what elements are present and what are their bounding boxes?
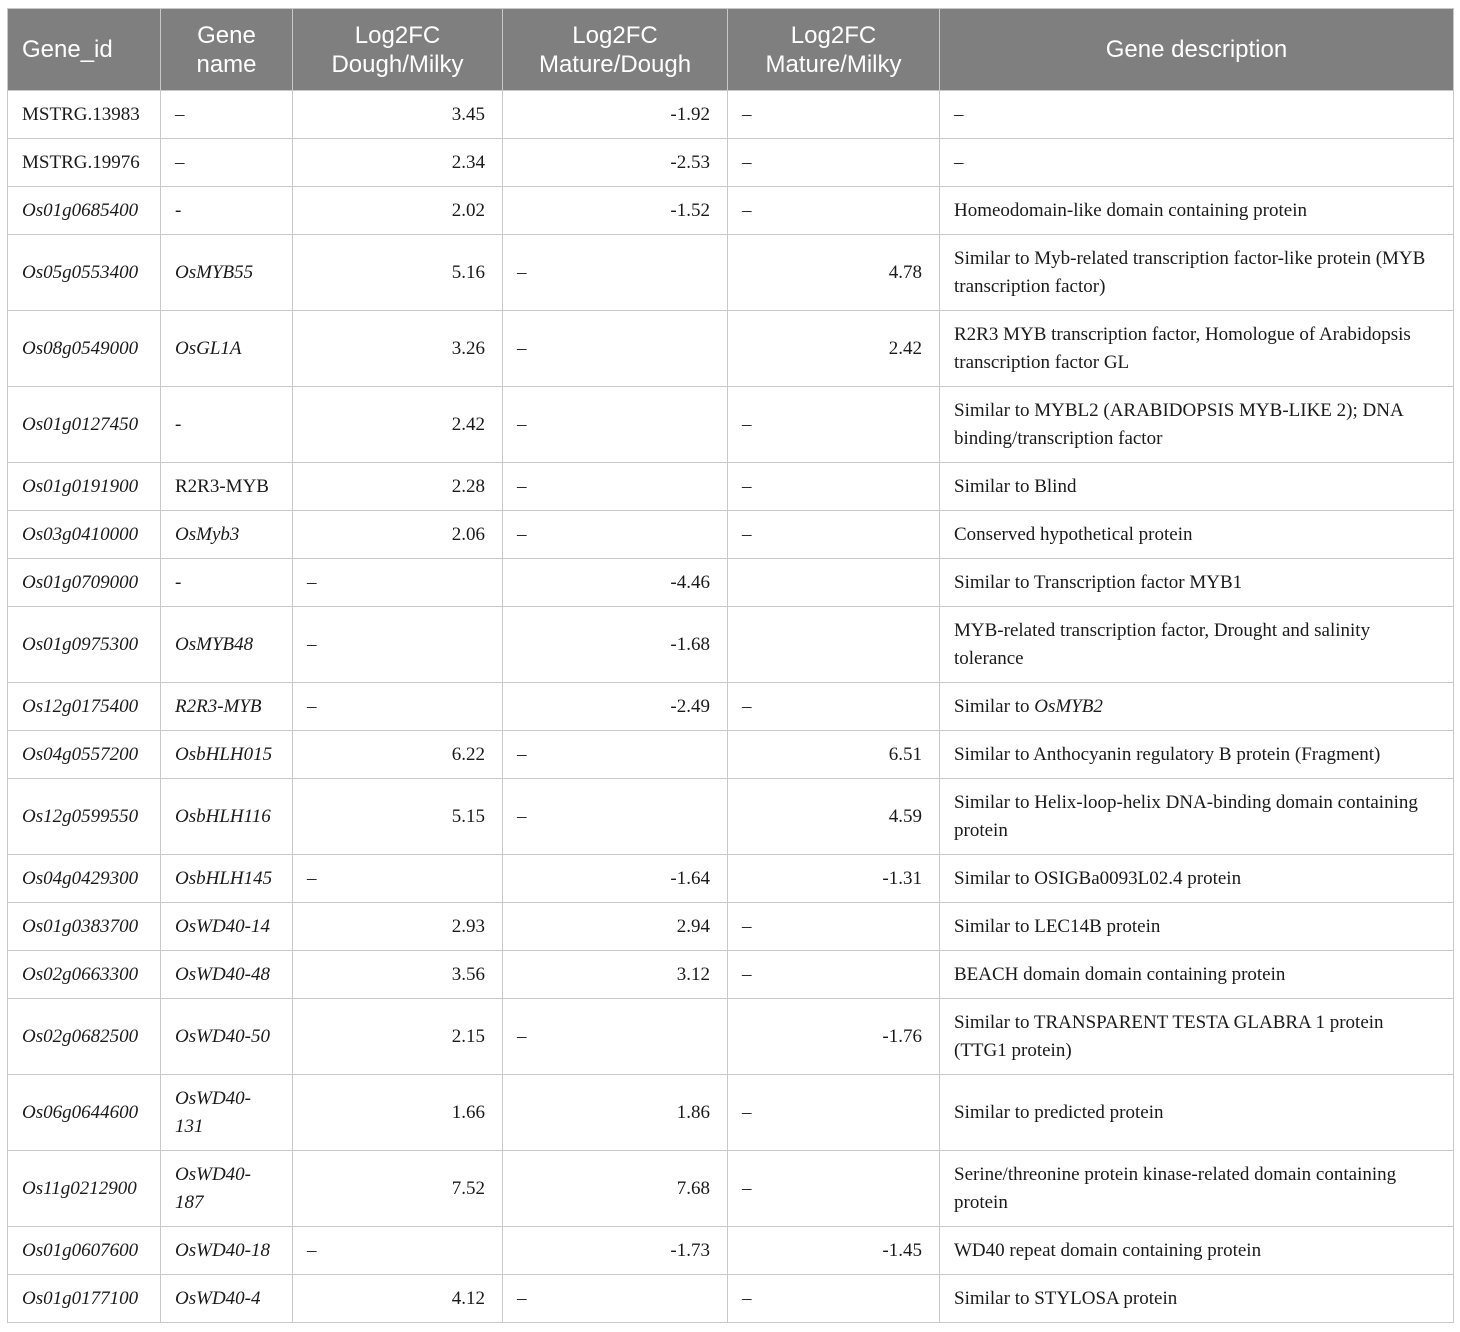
cell-gene-description: –	[940, 91, 1454, 139]
cell-gene-description: Similar to LEC14B protein	[940, 903, 1454, 951]
cell-log2fc-dough-milky: 5.15	[293, 779, 503, 855]
cell-gene-id: Os12g0599550	[8, 779, 161, 855]
table-row	[8, 1275, 1454, 1323]
cell-gene-name: OsMyb3	[161, 511, 293, 559]
cell-gene-name: OsWD40-50	[161, 999, 293, 1075]
header-gene-description: Gene description	[940, 9, 1454, 91]
cell-gene-id: Os01g0383700	[8, 903, 161, 951]
cell-gene-name: R2R3-MYB	[161, 463, 293, 511]
cell-log2fc-dough-milky: 2.02	[293, 187, 503, 235]
cell-log2fc-mature-dough: -4.46	[503, 559, 728, 607]
table-row	[8, 855, 1454, 903]
cell-gene-description: Similar to OSIGBa0093L02.4 protein	[940, 855, 1454, 903]
cell-gene-name: R2R3-MYB	[161, 683, 293, 731]
cell-gene-name: OsWD40-18	[161, 1227, 293, 1275]
cell-gene-name: OsMYB55	[161, 235, 293, 311]
table-row	[8, 1227, 1454, 1275]
cell-log2fc-mature-dough: -1.92	[503, 91, 728, 139]
cell-gene-name: –	[161, 139, 293, 187]
table-row	[8, 463, 1454, 511]
cell-log2fc-mature-dough: –	[503, 1275, 728, 1323]
cell-gene-name: OsWD40- 187	[161, 1151, 293, 1227]
cell-gene-description: Similar to Helix-loop-helix DNA-binding domain containing protein	[940, 779, 1454, 855]
cell-log2fc-mature-milky: –	[728, 187, 940, 235]
cell-log2fc-dough-milky: 3.45	[293, 91, 503, 139]
table-row	[8, 187, 1454, 235]
cell-gene-id: MSTRG.13983	[8, 91, 161, 139]
cell-log2fc-mature-milky: –	[728, 139, 940, 187]
cell-log2fc-dough-milky: 2.28	[293, 463, 503, 511]
cell-gene-id: Os02g0682500	[8, 999, 161, 1075]
cell-log2fc-dough-milky: –	[293, 607, 503, 683]
cell-gene-id: Os06g0644600	[8, 1075, 161, 1151]
table-row	[8, 235, 1454, 311]
cell-log2fc-mature-dough: -2.53	[503, 139, 728, 187]
cell-gene-description	[940, 683, 1454, 731]
header-row	[8, 9, 1454, 91]
cell-gene-id: Os08g0549000	[8, 311, 161, 387]
cell-gene-description: Conserved hypothetical protein	[940, 511, 1454, 559]
table-row	[8, 387, 1454, 463]
cell-gene-id: Os01g0177100	[8, 1275, 161, 1323]
cell-gene-id: Os04g0557200	[8, 731, 161, 779]
cell-gene-id: Os01g0607600	[8, 1227, 161, 1275]
cell-log2fc-mature-milky: 4.78	[728, 235, 940, 311]
cell-log2fc-mature-dough: –	[503, 999, 728, 1075]
cell-log2fc-mature-milky: –	[728, 903, 940, 951]
cell-gene-id: Os03g0410000	[8, 511, 161, 559]
cell-gene-description: Similar to STYLOSA protein	[940, 1275, 1454, 1323]
cell-log2fc-mature-dough: 3.12	[503, 951, 728, 999]
cell-gene-name: OsGL1A	[161, 311, 293, 387]
cell-gene-description: Similar to Transcription factor MYB1	[940, 559, 1454, 607]
cell-gene-description: WD40 repeat domain containing protein	[940, 1227, 1454, 1275]
cell-log2fc-mature-milky: 4.59	[728, 779, 940, 855]
table-row	[8, 139, 1454, 187]
cell-log2fc-dough-milky: 2.93	[293, 903, 503, 951]
table-row	[8, 779, 1454, 855]
cell-log2fc-dough-milky: 3.26	[293, 311, 503, 387]
header-log2fc-dough-milky: Log2FC Dough/Milky	[293, 9, 503, 91]
table-row	[8, 683, 1454, 731]
cell-log2fc-dough-milky: –	[293, 559, 503, 607]
cell-log2fc-dough-milky: 3.56	[293, 951, 503, 999]
table-row	[8, 607, 1454, 683]
cell-gene-description: Similar to MYBL2 (ARABIDOPSIS MYB-LIKE 2); DNA binding/transcription factor	[940, 387, 1454, 463]
cell-log2fc-dough-milky: 5.16	[293, 235, 503, 311]
cell-gene-description: BEACH domain domain containing protein	[940, 951, 1454, 999]
cell-log2fc-mature-dough: -1.64	[503, 855, 728, 903]
cell-gene-name: OsMYB48	[161, 607, 293, 683]
cell-log2fc-mature-dough: –	[503, 387, 728, 463]
cell-log2fc-mature-dough: -1.52	[503, 187, 728, 235]
table-row	[8, 1075, 1454, 1151]
table-header	[8, 9, 1454, 91]
cell-log2fc-dough-milky: –	[293, 1227, 503, 1275]
cell-gene-id: Os12g0175400	[8, 683, 161, 731]
table-row	[8, 951, 1454, 999]
cell-log2fc-mature-dough: –	[503, 463, 728, 511]
cell-gene-description: –	[940, 139, 1454, 187]
table-row	[8, 903, 1454, 951]
cell-log2fc-mature-milky: 2.42	[728, 311, 940, 387]
cell-gene-id: Os01g0685400	[8, 187, 161, 235]
cell-log2fc-mature-dough: –	[503, 311, 728, 387]
cell-log2fc-dough-milky: 6.22	[293, 731, 503, 779]
cell-gene-description: Homeodomain-like domain containing protein	[940, 187, 1454, 235]
cell-log2fc-mature-milky: -1.45	[728, 1227, 940, 1275]
gene-expression-table	[7, 8, 1454, 1323]
cell-log2fc-mature-dough: -1.73	[503, 1227, 728, 1275]
cell-log2fc-dough-milky: –	[293, 855, 503, 903]
table-body	[8, 91, 1454, 1323]
table-row	[8, 511, 1454, 559]
cell-gene-id: Os01g0709000	[8, 559, 161, 607]
cell-gene-name: OsWD40-48	[161, 951, 293, 999]
table-row	[8, 731, 1454, 779]
description-gene-ref: OsMYB2	[1034, 695, 1103, 717]
cell-log2fc-mature-milky: –	[728, 511, 940, 559]
cell-gene-id: Os01g0191900	[8, 463, 161, 511]
cell-log2fc-mature-dough: 2.94	[503, 903, 728, 951]
cell-log2fc-dough-milky: 7.52	[293, 1151, 503, 1227]
cell-gene-description: Similar to Myb-related transcription factor-like protein (MYB transcription factor)	[940, 235, 1454, 311]
cell-log2fc-mature-milky: 6.51	[728, 731, 940, 779]
cell-gene-name: -	[161, 559, 293, 607]
cell-log2fc-mature-milky	[728, 607, 940, 683]
cell-gene-description: R2R3 MYB transcription factor, Homologue of Arabidopsis transcription factor GL	[940, 311, 1454, 387]
cell-log2fc-mature-dough: –	[503, 731, 728, 779]
cell-log2fc-mature-milky: –	[728, 1275, 940, 1323]
table-row	[8, 999, 1454, 1075]
cell-log2fc-mature-milky: –	[728, 683, 940, 731]
cell-log2fc-mature-milky: –	[728, 91, 940, 139]
table-row	[8, 91, 1454, 139]
header-gene-id: Gene_id	[8, 9, 161, 91]
cell-log2fc-mature-dough: –	[503, 235, 728, 311]
cell-gene-id: MSTRG.19976	[8, 139, 161, 187]
cell-log2fc-dough-milky: 2.34	[293, 139, 503, 187]
cell-log2fc-mature-milky: –	[728, 1075, 940, 1151]
cell-log2fc-mature-dough: –	[503, 779, 728, 855]
cell-gene-description: Serine/threonine protein kinase-related domain containing protein	[940, 1151, 1454, 1227]
cell-gene-name: OsWD40-4	[161, 1275, 293, 1323]
cell-gene-id: Os02g0663300	[8, 951, 161, 999]
cell-log2fc-mature-dough: -2.49	[503, 683, 728, 731]
cell-log2fc-mature-dough: -1.68	[503, 607, 728, 683]
cell-log2fc-dough-milky: 1.66	[293, 1075, 503, 1151]
cell-gene-id: Os01g0127450	[8, 387, 161, 463]
cell-log2fc-mature-milky: –	[728, 951, 940, 999]
cell-log2fc-mature-milky: –	[728, 1151, 940, 1227]
table-row	[8, 559, 1454, 607]
cell-gene-name: -	[161, 387, 293, 463]
cell-log2fc-mature-milky: –	[728, 463, 940, 511]
cell-log2fc-mature-milky	[728, 559, 940, 607]
cell-gene-name: OsbHLH116	[161, 779, 293, 855]
cell-gene-name: OsbHLH145	[161, 855, 293, 903]
cell-gene-description: Similar to Anthocyanin regulatory B protein (Fragment)	[940, 731, 1454, 779]
description-prefix: Similar to	[954, 695, 1035, 717]
cell-log2fc-mature-milky: -1.76	[728, 999, 940, 1075]
cell-gene-description: Similar to TRANSPARENT TESTA GLABRA 1 protein (TTG1 protein)	[940, 999, 1454, 1075]
cell-log2fc-dough-milky: 2.42	[293, 387, 503, 463]
cell-log2fc-mature-dough: 7.68	[503, 1151, 728, 1227]
cell-gene-description: Similar to Blind	[940, 463, 1454, 511]
cell-gene-name: –	[161, 91, 293, 139]
cell-gene-name: -	[161, 187, 293, 235]
cell-gene-description: MYB-related transcription factor, Drought and salinity tolerance	[940, 607, 1454, 683]
cell-log2fc-dough-milky: –	[293, 683, 503, 731]
header-log2fc-mature-dough: Log2FC Mature/Dough	[503, 9, 728, 91]
cell-gene-name: OsWD40- 131	[161, 1075, 293, 1151]
cell-gene-id: Os01g0975300	[8, 607, 161, 683]
cell-gene-name: OsWD40-14	[161, 903, 293, 951]
cell-log2fc-dough-milky: 4.12	[293, 1275, 503, 1323]
cell-log2fc-mature-milky: –	[728, 387, 940, 463]
cell-gene-id: Os04g0429300	[8, 855, 161, 903]
header-gene-name: Gene name	[161, 9, 293, 91]
cell-gene-id: Os05g0553400	[8, 235, 161, 311]
cell-log2fc-dough-milky: 2.15	[293, 999, 503, 1075]
cell-gene-id: Os11g0212900	[8, 1151, 161, 1227]
cell-log2fc-mature-dough: 1.86	[503, 1075, 728, 1151]
cell-gene-description: Similar to predicted protein	[940, 1075, 1454, 1151]
cell-log2fc-dough-milky: 2.06	[293, 511, 503, 559]
table-row	[8, 1151, 1454, 1227]
table-row	[8, 311, 1454, 387]
header-log2fc-mature-milky: Log2FC Mature/Milky	[728, 9, 940, 91]
cell-log2fc-mature-milky: -1.31	[728, 855, 940, 903]
cell-log2fc-mature-dough: –	[503, 511, 728, 559]
cell-gene-name: OsbHLH015	[161, 731, 293, 779]
